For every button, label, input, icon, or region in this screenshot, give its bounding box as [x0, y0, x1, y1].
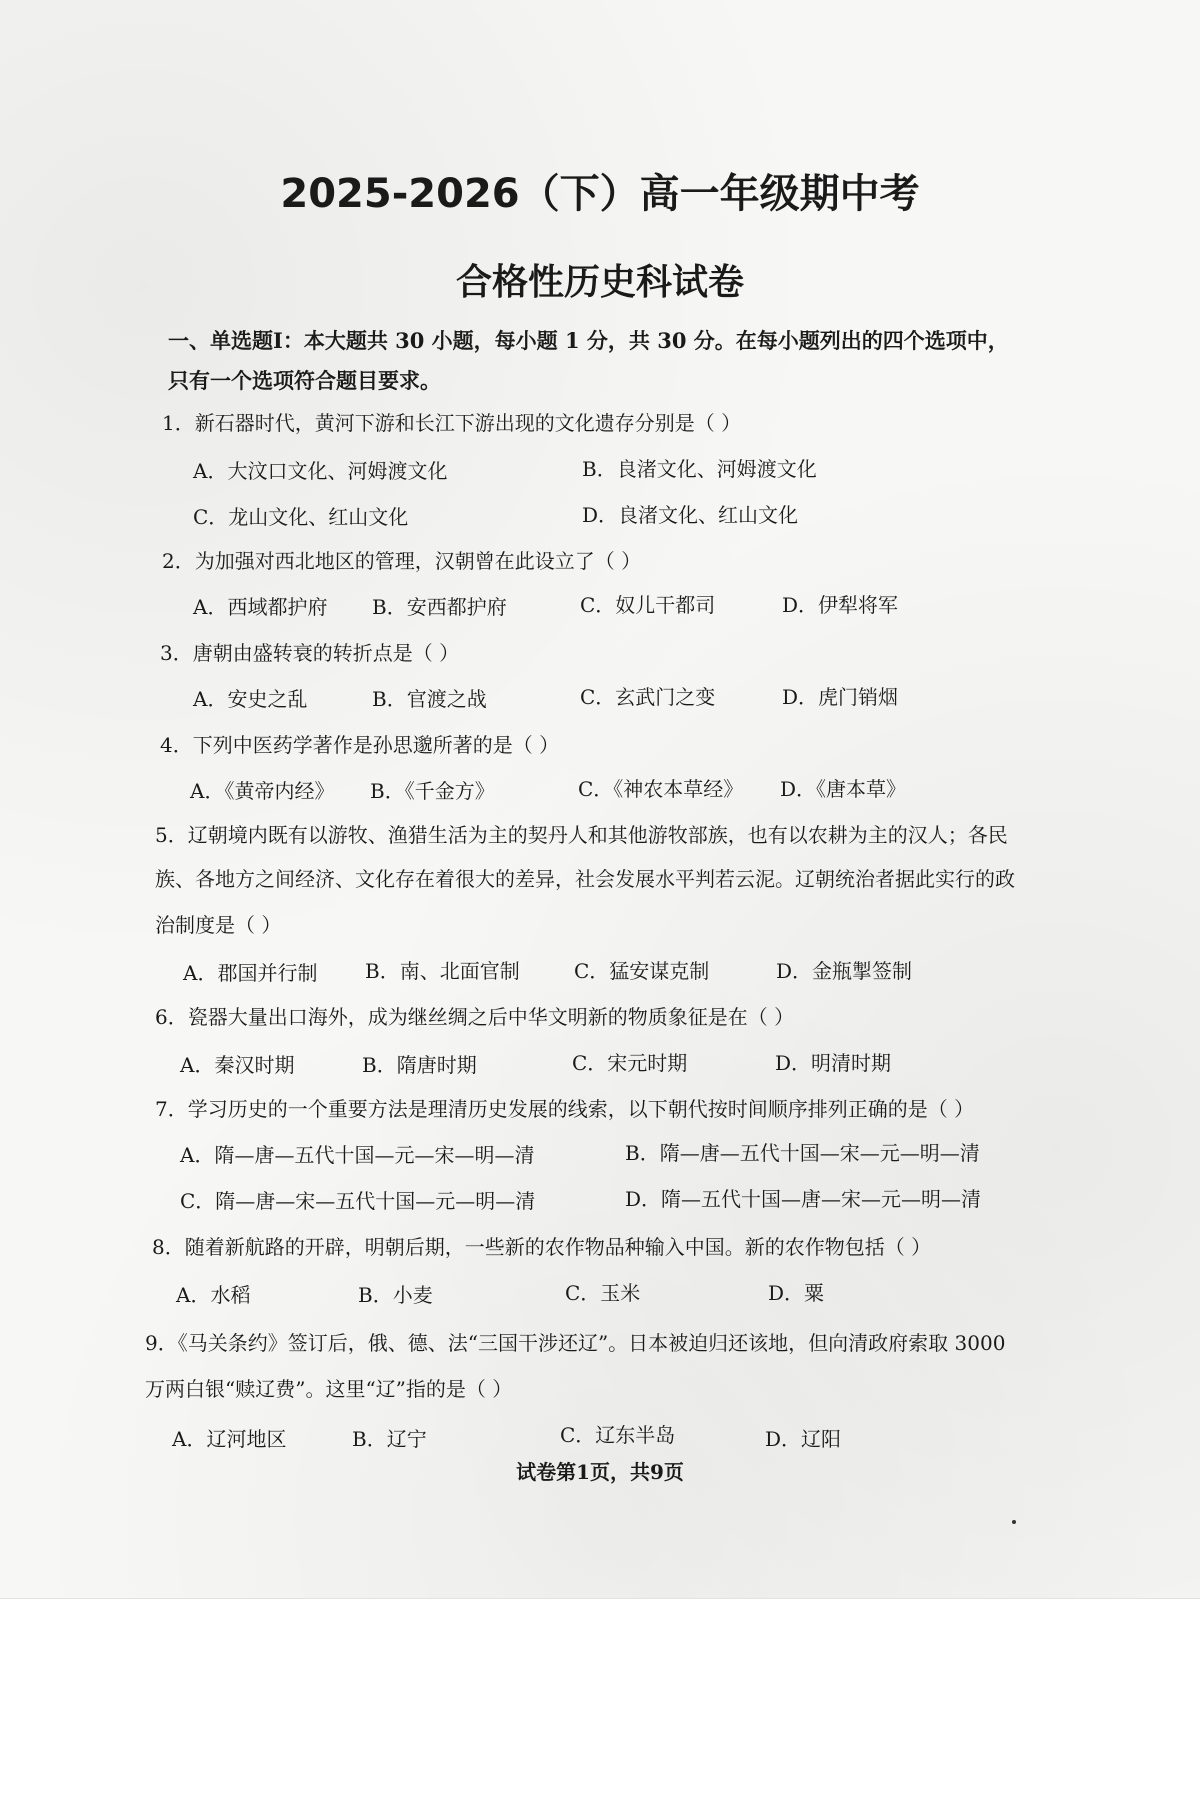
section-instruction-line1: 一、单选题Ⅰ：本大题共 30 小题，每小题 1 分，共 30 分。在每小题列出的四个选项中，	[168, 328, 1009, 353]
question-1-option-c: C．龙山文化、红山文化	[193, 505, 409, 529]
question-5-option-d: D．金瓶掣签制	[776, 959, 913, 983]
question-7-stem: 7．学习历史的一个重要方法是理清历史发展的线索，以下朝代按时间顺序排列正确的是（ ）	[155, 1097, 975, 1121]
question-1-option-a: A．大汶口文化、河姆渡文化	[193, 459, 448, 483]
question-2-option-c: C．奴儿干都司	[580, 593, 716, 617]
question-4-option-a: A．《黄帝内经》	[190, 779, 335, 803]
question-4-option-b: B．《千金方》	[370, 779, 495, 803]
question-7-option-b: B．隋—唐—五代十国—宋—元—明—清	[625, 1141, 980, 1165]
question-8-option-a: A．水稻	[176, 1283, 251, 1307]
question-9-option-c: C．辽东半岛	[560, 1423, 676, 1447]
question-8-option-d: D．粟	[768, 1281, 825, 1305]
question-2-stem: 2．为加强对西北地区的管理，汉朝曾在此设立了（ ）	[162, 549, 642, 573]
question-7-option-a: A．隋—唐—五代十国—元—宋—明—清	[180, 1143, 535, 1167]
question-6-option-d: D．明清时期	[775, 1051, 892, 1075]
question-2-option-a: A．西域都护府	[193, 595, 328, 619]
question-6-option-b: B．隋唐时期	[362, 1053, 477, 1077]
question-3-option-b: B．官渡之战	[372, 687, 487, 711]
question-5-stem-line3: 治制度是（ ）	[155, 913, 282, 937]
question-9-option-b: B．辽宁	[352, 1427, 427, 1451]
question-9-option-d: D．辽阳	[765, 1427, 842, 1451]
question-5-option-c: C．猛安谋克制	[574, 959, 710, 983]
question-4-stem: 4．下列中医药学著作是孙思邈所著的是（ ）	[160, 733, 560, 757]
question-9-stem-line1: 9．《马关条约》签订后，俄、德、法“三国干涉还辽”。日本被迫归还该地，但向清政府索取 3000	[145, 1331, 1006, 1355]
question-3-stem: 3．唐朝由盛转衰的转折点是（ ）	[160, 641, 460, 665]
question-5-option-b: B．南、北面官制	[365, 959, 520, 983]
question-8-option-b: B．小麦	[358, 1283, 433, 1307]
question-1-stem: 1．新石器时代，黄河下游和长江下游出现的文化遗存分别是（ ）	[162, 411, 742, 435]
question-5-stem-line1: 5．辽朝境内既有以游牧、渔猎生活为主的契丹人和其他游牧部族，也有以农耕为主的汉人；各民	[155, 823, 1008, 847]
exam-title: 2025-2026（下）高一年级期中考	[280, 171, 920, 217]
question-4-option-c: C．《神农本草经》	[578, 777, 744, 801]
question-1-option-b: B．良渚文化、河姆渡文化	[582, 457, 817, 481]
question-7-option-d: D．隋—五代十国—唐—宋—元—明—清	[625, 1187, 982, 1211]
question-6-stem: 6．瓷器大量出口海外，成为继丝绸之后中华文明新的物质象征是在（ ）	[155, 1005, 795, 1029]
exam-subtitle: 合格性历史科试卷	[455, 262, 744, 303]
scan-speck	[1012, 1520, 1016, 1524]
question-3-option-c: C．玄武门之变	[580, 685, 716, 709]
question-6-option-c: C．宋元时期	[572, 1051, 688, 1075]
question-9-option-a: A．辽河地区	[172, 1427, 287, 1451]
question-3-option-a: A．安史之乱	[193, 687, 308, 711]
question-7-option-c: C．隋—唐—宋—五代十国—元—明—清	[180, 1189, 536, 1213]
question-8-option-c: C．玉米	[565, 1281, 641, 1305]
question-1-option-d: D．良渚文化、红山文化	[582, 503, 799, 527]
question-3-option-d: D．虎门销烟	[782, 685, 899, 709]
question-8-stem: 8．随着新航路的开辟，明朝后期，一些新的农作物品种输入中国。新的农作物包括（ ）	[152, 1235, 932, 1259]
question-4-option-d: D．《唐本草》	[780, 777, 907, 801]
question-2-option-d: D．伊犁将军	[782, 593, 899, 617]
question-5-stem-line2: 族、各地方之间经济、文化存在着很大的差异，社会发展水平判若云泥。辽朝统治者据此实行的政	[155, 867, 1015, 891]
question-5-option-a: A．郡国并行制	[183, 961, 318, 985]
page-footer: 试卷第1页，共9页	[516, 1460, 684, 1484]
question-9-stem-line2: 万两白银“赎辽费”。这里“辽”指的是（ ）	[145, 1377, 513, 1401]
question-6-option-a: A．秦汉时期	[180, 1053, 295, 1077]
section-instruction-line2: 只有一个选项符合题目要求。	[168, 368, 441, 393]
question-2-option-b: B．安西都护府	[372, 595, 507, 619]
